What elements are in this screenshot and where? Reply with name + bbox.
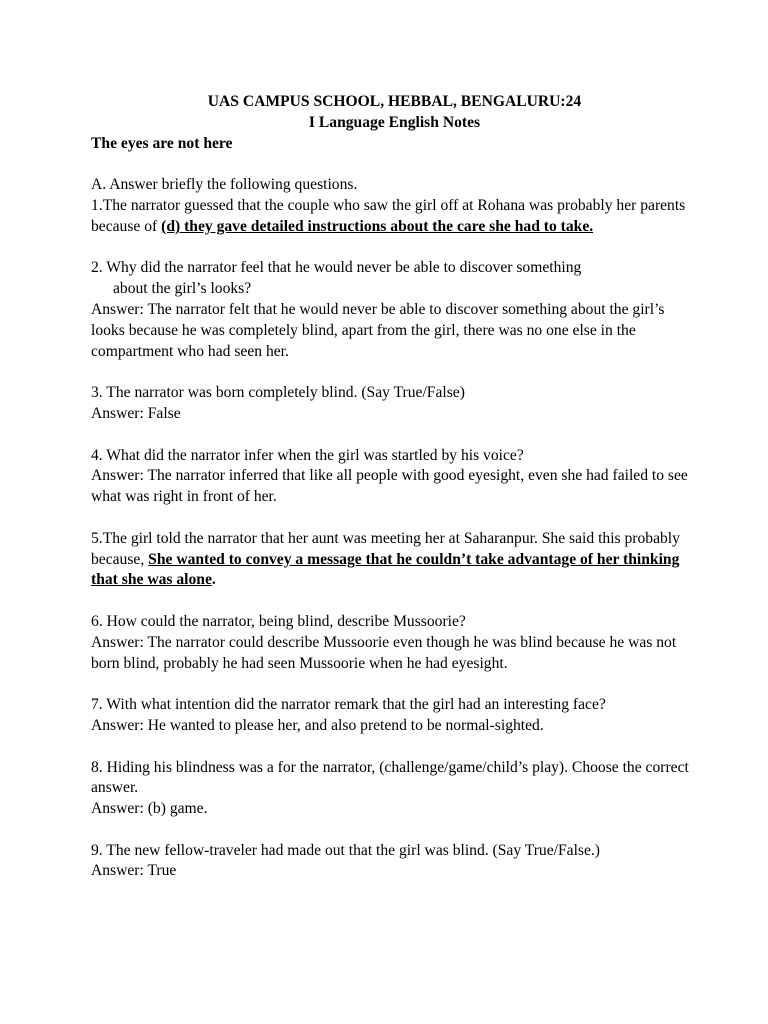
question-4 <box>91 446 698 508</box>
question-5-text: 5.The girl told the narrator that her aunt was meeting her at Saharanpur. She said this probably because, <box>91 529 680 568</box>
question-9-text: 9. The new fellow-traveler had made out that the girl was blind. (Say True/False.) <box>91 841 600 859</box>
chapter-title: The eyes are not here <box>91 134 233 152</box>
question-4-answer: Answer: The narrator inferred that like all people with good eyesight, even she had failed to see what was right in front of her. <box>91 467 688 506</box>
question-5-answer: She wanted to convey a message that he couldn’t take advantage of her thinking that she was alone <box>91 550 680 589</box>
question-9-answer: Answer: True <box>91 862 177 880</box>
question-4-text: 4. What did the narrator infer when the girl was startled by his voice? <box>91 446 524 464</box>
question-5-tail: . <box>211 571 216 589</box>
question-2-text-line2: about the girl’s looks? <box>113 280 252 298</box>
subject-title: I Language English Notes <box>308 113 481 131</box>
question-8-text: 8. Hiding his blindness was a for the narrator, (challenge/game/child’s play). Choose the correct answer. <box>91 758 689 797</box>
question-7-answer: Answer: He wanted to please her, and also pretend to be normal-sighted. <box>91 716 544 734</box>
question-1-text: 1.The narrator guessed that the couple who saw the girl off at Rohana was probably her parents because of <box>91 196 686 235</box>
question-2-answer: Answer: The narrator felt that he would never be able to discover something about the girl’s looks because he was completely blind, apart from the girl, there was no one else in the compartment who had seen her. <box>91 300 665 360</box>
question-8-answer: Answer: (b) game. <box>91 800 208 818</box>
school-name: UAS CAMPUS SCHOOL, HEBBAL, BENGALURU:24 <box>207 93 582 110</box>
question-3-answer: Answer: False <box>91 404 181 422</box>
question-6 <box>91 612 698 674</box>
question-9 <box>91 841 698 883</box>
question-2 <box>91 258 698 362</box>
question-2-text-line1: 2. Why did the narrator feel that he would never be able to discover something <box>91 259 582 277</box>
question-5 <box>91 529 698 591</box>
question-3-text: 3. The narrator was born completely blind. (Say True/False) <box>91 384 465 402</box>
question-6-answer: Answer: The narrator could describe Mussoorie even though he was blind because he was not born blind, probably he had seen Mussoorie when he had eyesight. <box>91 633 677 672</box>
question-1-answer: (d) they gave detailed instructions about the care she had to take. <box>161 217 594 235</box>
question-1 <box>91 196 698 238</box>
question-6-text: 6. How could the narrator, being blind, describe Mussoorie? <box>91 612 466 630</box>
section-a-heading: A. Answer briefly the following questions. <box>91 176 358 194</box>
question-7 <box>91 695 698 737</box>
question-3 <box>91 383 698 425</box>
question-7-text: 7. With what intention did the narrator remark that the girl had an interesting face? <box>91 696 606 714</box>
question-8 <box>91 758 698 820</box>
